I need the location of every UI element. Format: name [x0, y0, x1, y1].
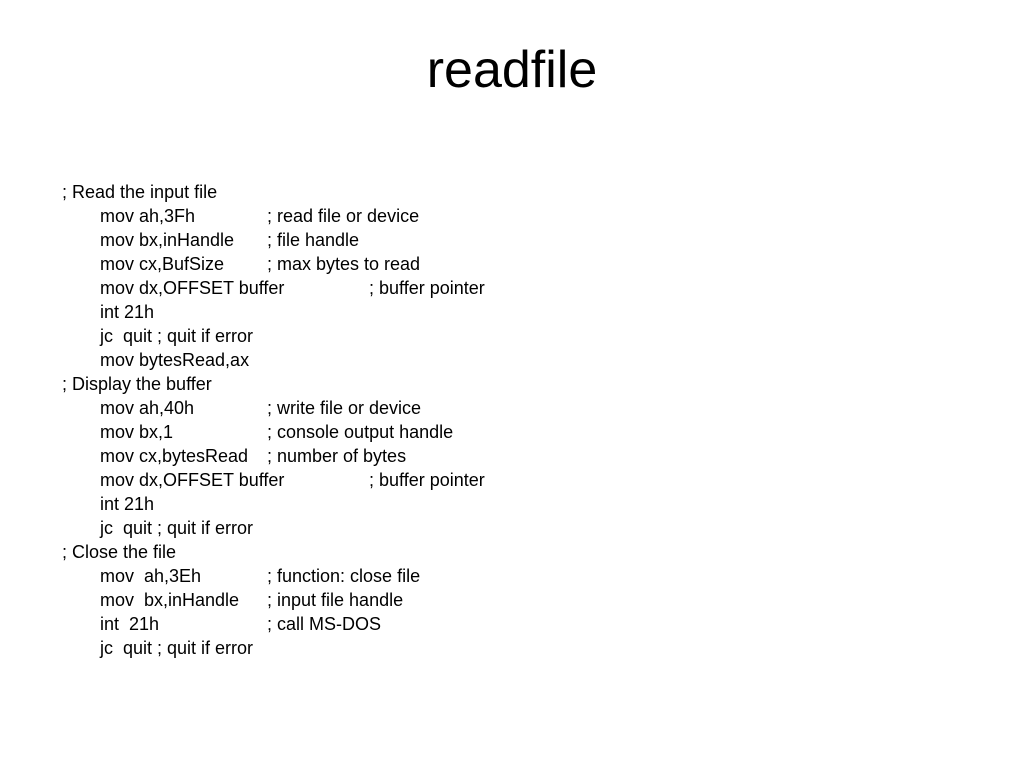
instruction-text: mov cx,bytesRead	[100, 446, 249, 466]
code-line	[62, 612, 382, 636]
comment-text: ; write file or device	[267, 398, 422, 418]
instruction-text: mov ah,40h	[100, 398, 195, 418]
code-line	[62, 276, 485, 300]
comment-text: ; console output handle	[267, 422, 454, 442]
comment-text: ; input file handle	[267, 590, 404, 610]
comment-text: ; function: close file	[267, 566, 421, 586]
instruction-text: mov ah,3Fh	[100, 206, 196, 226]
comment-text: ; Read the input file	[62, 182, 218, 202]
comment-text: ; file handle	[267, 230, 360, 250]
comment-text: ; read file or device	[267, 206, 420, 226]
code-line	[62, 468, 485, 492]
comment-text: ; buffer pointer	[369, 278, 485, 298]
code-block	[62, 180, 485, 660]
instruction-text: jc quit ; quit if error	[100, 518, 254, 538]
code-line	[62, 300, 155, 324]
page-title: readfile	[426, 41, 598, 99]
code-line	[62, 180, 218, 204]
instruction-text: mov dx,OFFSET buffer	[100, 470, 285, 490]
code-line	[62, 444, 407, 468]
code-line	[62, 564, 421, 588]
instruction-text: mov ah,3Eh	[100, 566, 202, 586]
code-line	[62, 636, 254, 660]
instruction-text: mov cx,BufSize	[100, 254, 225, 274]
instruction-text: mov bx,inHandle	[100, 230, 235, 250]
code-line	[62, 492, 155, 516]
comment-text: ; Close the file	[62, 542, 177, 562]
comment-text: ; Display the buffer	[62, 374, 212, 394]
instruction-text: mov bx,inHandle	[100, 590, 240, 610]
instruction-text: mov bx,1	[100, 422, 174, 442]
code-line	[62, 228, 360, 252]
instruction-text: int 21h	[100, 302, 155, 322]
instruction-text: mov dx,OFFSET buffer	[100, 278, 285, 298]
comment-text: ; number of bytes	[267, 446, 407, 466]
code-line	[62, 324, 254, 348]
comment-text: ; buffer pointer	[369, 470, 485, 490]
instruction-text: mov bytesRead,ax	[100, 350, 250, 370]
code-line	[62, 396, 422, 420]
code-line	[62, 588, 404, 612]
code-line	[62, 540, 177, 564]
code-line	[62, 348, 250, 372]
code-line	[62, 204, 420, 228]
code-line	[62, 372, 212, 396]
instruction-text: jc quit ; quit if error	[100, 326, 254, 346]
code-line	[62, 252, 421, 276]
instruction-text: int 21h	[100, 494, 155, 514]
comment-text: ; max bytes to read	[267, 254, 421, 274]
comment-text: ; call MS-DOS	[267, 614, 382, 634]
code-line	[62, 516, 254, 540]
code-line	[62, 420, 454, 444]
instruction-text: int 21h	[100, 614, 160, 634]
instruction-text: jc quit ; quit if error	[100, 638, 254, 658]
